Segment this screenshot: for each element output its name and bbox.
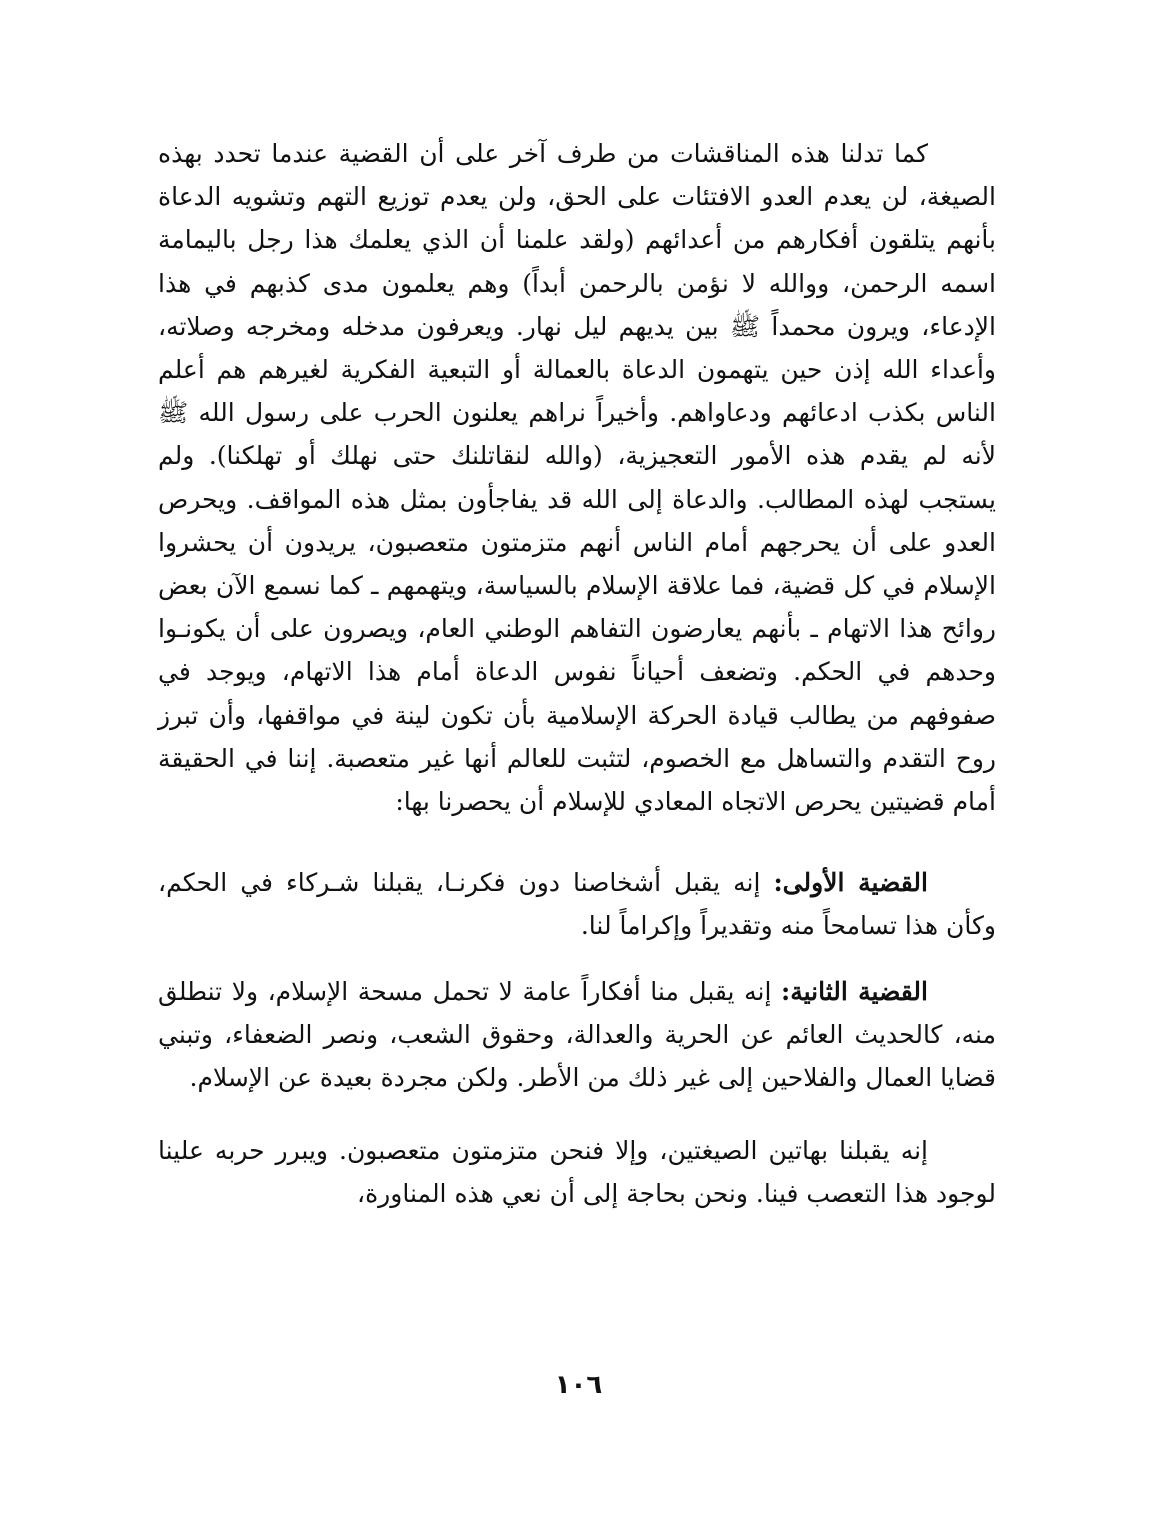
- page-number: ١٠٦: [554, 1370, 603, 1400]
- paragraph-second-issue: [158, 970, 996, 1100]
- paragraph-accepts-us: إنه يقبلنا بهاتين الصيغتين، وإلا فنحن متزمتون متعصبون. ويبرر حربه علينا لوجود هذا التعصب فينا. ونحن بحاجة إلى أن نعي هذه المناورة،: [158, 1136, 996, 1209]
- second-issue-text: إنه يقبل منا أفكاراً عامة لا تحمل مسحة الإسلام، ولا تنطلق منه، كالحديث العائم عن الحرية والعدالة، وحقوق الشعب، ونصر الضعفاء، وتبني قضايا العمال والفلاحين إلى غير ذلك من الأطر. ولكن مجردة بعيدة عن الإسلام.: [158, 976, 996, 1093]
- paragraph-debates: كما تدلنا هذه المناقشات من طرف آخر على أن القضية عندما تحدد بهذه الصيغة، لن يعدم العدو الافتئات على الحق، ولن يعدم توزيع التهم وتشويه الدعاة بأنهم يتلقون أفكارهم من أعدائهم (ولقد علمنا أن الذي يعلمك هذا رجل باليمامة اسمه الرحمن، ووالله لا نؤمن بالرحمن أبداً) وهم يعلمون مدى كذبهم في هذا الإدعاء، ويرون محمداً ﷺ بين يديهم ليل نهار. ويعرفون مدخله ومخرجه وصلاته، وأعداء الله إذن حين يتهمون الدعاة بالعمالة أو التبعية الفكرية لغيرهم هم أعلم الناس بكذب ادعائهم ودعاواهم. وأخيراً نراهم يعلنون الحرب على رسول الله ﷺ لأنه لم يقدم هذه الأمور التعجيزية، (والله لنقاتلنك حتى نهلك أو تهلكنا). ولم يستجب لهذه المطالب. والدعاة إلى الله قد يفاجأون بمثل هذه المواقف. ويحرص العدو على أن يحرجهم أمام الناس أنهم متزمتون متعصبون، يريدون أن يحشروا الإسلام في كل قضية، فما علاقة الإسلام بالسياسة، ويتهمهم ـ كما نسمع الآن بعض روائح هذا الاتهام ـ بأنهم يعارضون التفاهم الوطني العام، ويصرون على أن يكونـوا وحدهم في الحكم. وتضعف أحياناً نفوس الدعاة أمام هذا الاتهام، ويوجد في صفوفهم من يطالب قيادة الحركة الإسلامية بأن تكون لينة في مواقفها، وأن تبرز روح التقدم والتساهل مع الخصوم، لتثبت للعالم أنها غير متعصبة. إننا في الحقيقة أمام قضيتين يحرص الاتجاه المعادي للإسلام أن يحصرنا بها:: [158, 139, 996, 817]
- first-issue-heading: القضية الأولى:: [773, 868, 928, 898]
- paragraph-first-issue: [158, 861, 996, 947]
- page-body: [158, 132, 996, 1216]
- first-issue-text: إنه يقبل أشخاصنا دون فكرنـا، يقبلنا شـركاء في الحكم، وكأن هذا تسامحاً منه وتقديراً وإكراماً لنا.: [158, 868, 996, 941]
- second-issue-heading: القضية الثانية:: [780, 976, 928, 1006]
